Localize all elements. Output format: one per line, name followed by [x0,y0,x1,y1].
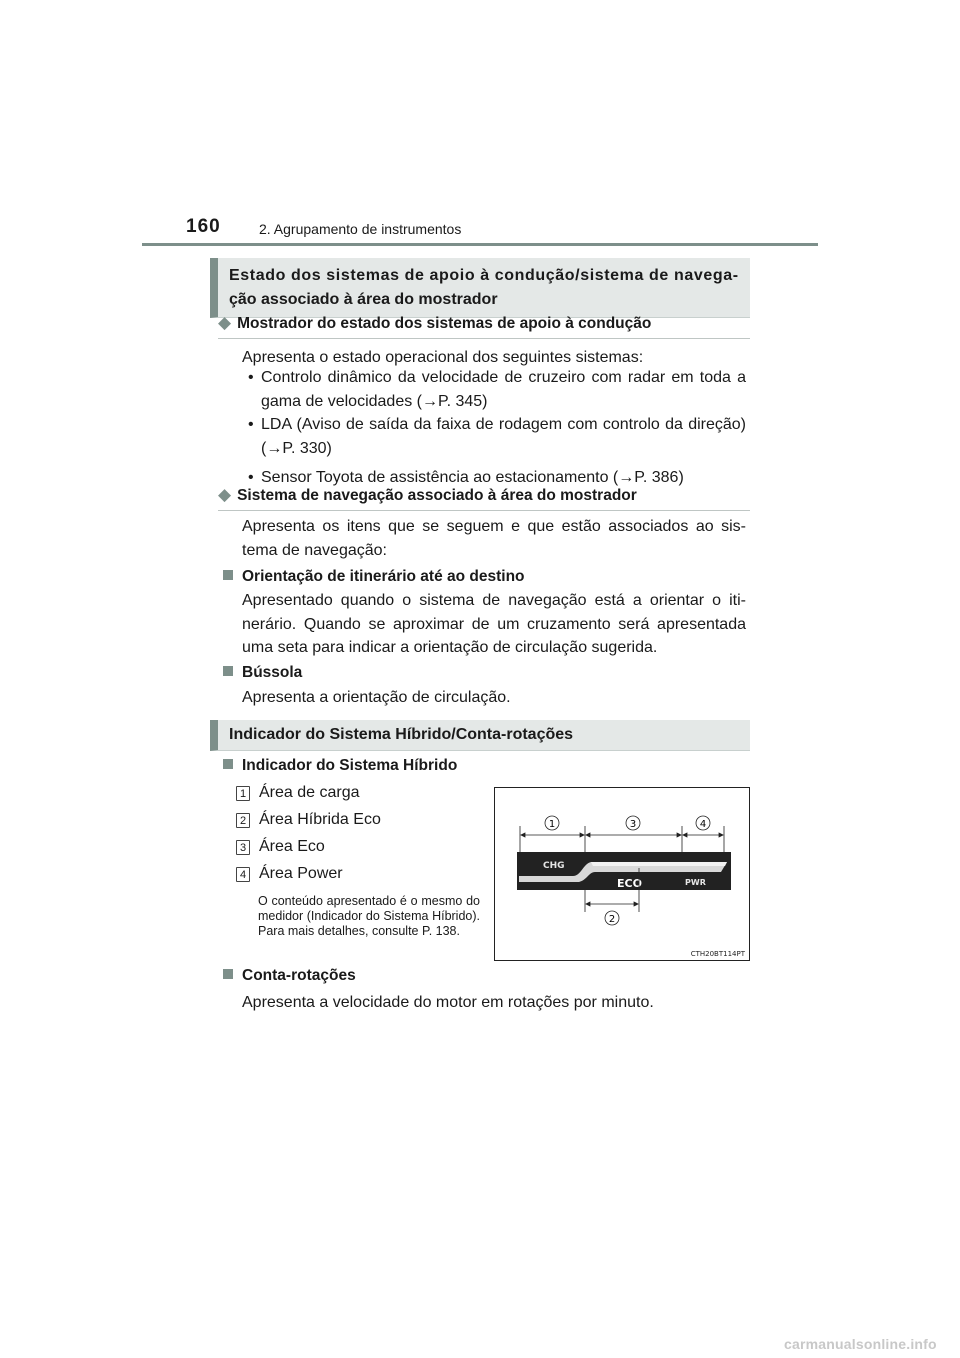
numbered-item [236,863,343,885]
item-heading-text: Indicador do Sistema Híbrido [242,757,458,774]
chapter-title: 2. Agrupamento de instrumentos [259,221,462,237]
navigation-intro-text: Apresenta os itens que se seguem e que estão associados ao sis- tema de navegação: [242,518,746,559]
square-bullet-icon [223,759,233,769]
number-badge: 3 [236,840,250,855]
list-item: • Controlo dinâmico da velocidade de cruzeiro com radar em toda a gama de velocidades (→P. 345) [250,366,746,413]
section-title-line2: ção associado à área do mostrador [229,291,498,308]
tachometer-text: Apresenta a velocidade do motor em rotações por minuto. [242,994,654,1011]
route-guidance-text: Apresentado quando o sistema de navegação está a orientar o iti- nerário. Quando se aproximar de um cruzamento será apresentada uma seta para indicar a orientação de circulação sugerida. [242,592,746,656]
watermark: carmanualsonline.info [784,1336,937,1352]
callout-4-label: 4 [699,819,707,830]
list-item: • LDA (Aviso de saída da faixa de rodagem com controlo da direção) (→P. 330) [250,413,746,460]
item-heading-text: Orientação de itinerário até ao destino [242,568,525,585]
subheading-text: Sistema de navegação associado à área do mostrador [237,487,637,504]
number-badge: 2 [236,813,250,828]
square-bullet-icon [223,570,233,580]
systems-list [250,366,746,490]
chg-label: CHG [543,861,565,871]
item-heading-tachometer [223,965,356,987]
numbered-item [236,782,360,804]
subheading-text: Mostrador do estado dos sistemas de apoio à condução [237,315,652,332]
callout-3-label: 3 [629,819,637,830]
subheading-driving-support-display [218,312,750,339]
header-divider [142,243,818,246]
numbered-item-label: Área Eco [259,838,325,855]
numbered-item-label: Área Híbrida Eco [259,811,381,828]
number-badge: 4 [236,867,250,882]
swoosh-highlight [591,862,727,866]
square-bullet-icon [223,666,233,676]
eco-label: ECO [617,877,642,890]
intro-text: Apresenta o estado operacional dos seguintes sistemas: [242,349,644,366]
numbered-item [236,809,381,831]
numbered-item-label: Área Power [259,865,343,882]
section-header-driving-support [210,258,750,318]
list-item: • Sensor Toyota de assistência ao estacionamento (→P. 386) [250,466,746,490]
item-heading-compass [223,662,302,684]
pwr-label: PWR [685,878,706,887]
section-title: Indicador do Sistema Híbrido/Conta-rotações [229,726,574,743]
hybrid-indicator-figure [494,787,750,961]
note-text: O conteúdo apresentado é o mesmo do medidor (Indicador do Sistema Híbrido). Para mais detalhes, consulte P. 138. [258,894,480,938]
section-title-line1: Estado dos sistemas de apoio à condução/sistema de navega- [229,267,739,284]
numbered-item [236,836,325,858]
item-heading-route-guidance [223,566,525,588]
diamond-icon: ◆ [218,485,232,504]
numbered-item-label: Área de carga [259,784,360,801]
section-header-hybrid-indicator [210,720,750,751]
callout-2-label: 2 [608,914,616,925]
item-heading-hybrid-indicator [223,755,457,777]
diamond-icon: ◆ [218,313,232,332]
figure-code: CTH20BT114PT [690,950,745,958]
square-bullet-icon [223,969,233,979]
compass-text: Apresenta a orientação de circulação. [242,689,511,706]
subheading-navigation-display [218,484,750,511]
number-badge: 1 [236,786,250,801]
page-number: 160 [186,216,221,237]
item-heading-text: Conta-rotações [242,967,356,984]
callout-1-label: 1 [548,819,556,830]
hybrid-indicator-diagram [495,788,749,960]
item-heading-text: Bússola [242,664,303,681]
